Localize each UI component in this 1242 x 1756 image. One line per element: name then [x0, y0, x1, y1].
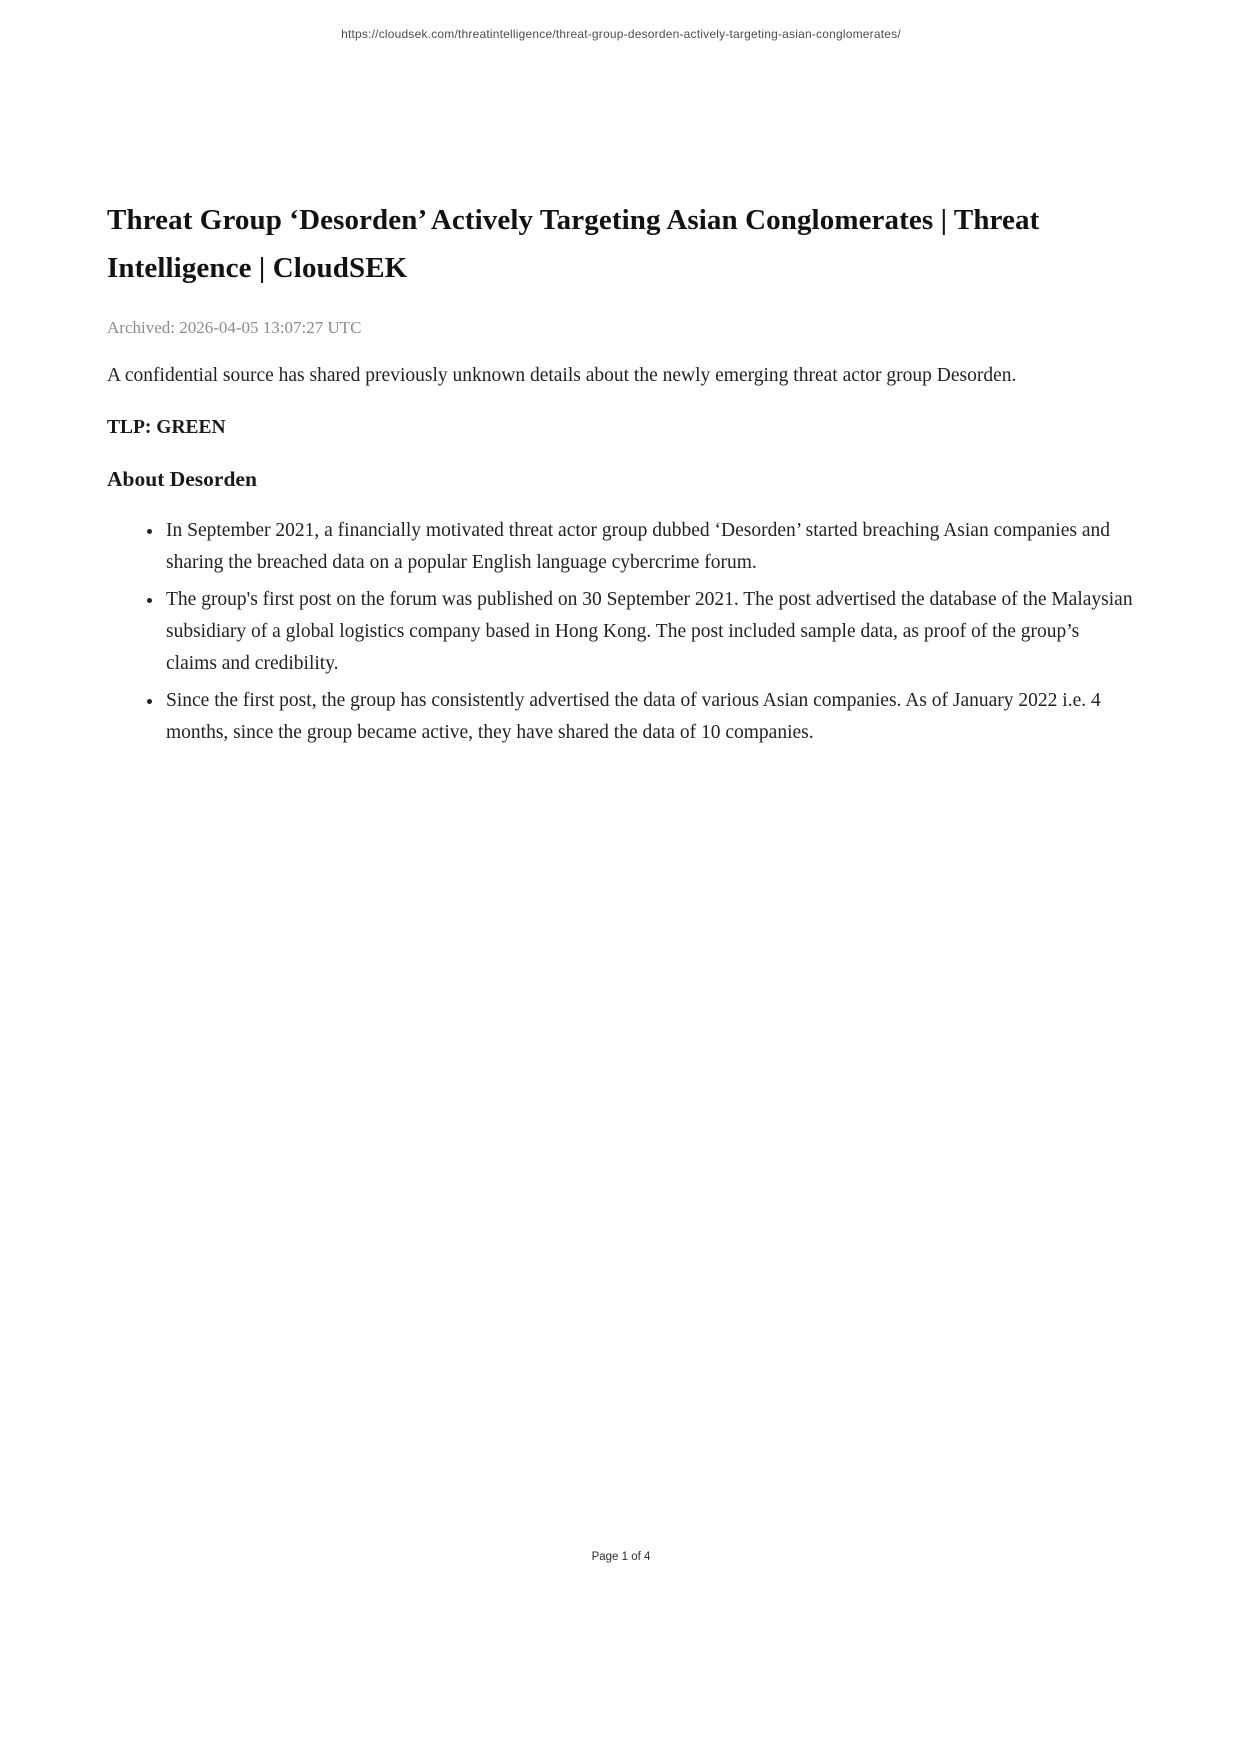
page-title: Threat Group ‘Desorden’ Actively Targeting Asian Conglomerates | Threat Intelligence | CloudSEK	[107, 204, 1040, 284]
page-footer: Page 1 of 4	[591, 1551, 651, 1563]
archived-timestamp: Archived: 2026-04-05 13:07:27 UTC	[107, 318, 362, 337]
article-content	[107, 196, 1133, 754]
tlp-label: TLP: GREEN	[107, 417, 226, 438]
bullet-list	[107, 515, 1133, 749]
print-header-url: https://cloudsek.com/threatintelligence/threat-group-desorden-actively-targeting-asian-conglomerates/	[341, 27, 901, 41]
bullet-item: • In September 2021, a financially motivated threat actor group dubbed ‘Desorden’ started breaching Asian companies and sharing the breached data on a popular English language cybercrime forum.	[164, 515, 1133, 579]
intro-paragraph: A confidential source has shared previously unknown details about the newly emerging threat actor group Desorden.	[107, 365, 1017, 386]
bullet-item: • Since the first post, the group has consistently advertised the data of various Asian companies. As of January 2022 i.e. 4 months, since the group became active, they have shared the data of 10 companies.	[164, 685, 1133, 749]
bullet-item: • The group's first post on the forum was published on 30 September 2021. The post advertised the database of the Malaysian subsidiary of a global logistics company based in Hong Kong. The post included sample data, as proof of the group’s claims and credibility.	[164, 584, 1133, 680]
section-heading-about-desorden: About Desorden	[107, 467, 257, 491]
